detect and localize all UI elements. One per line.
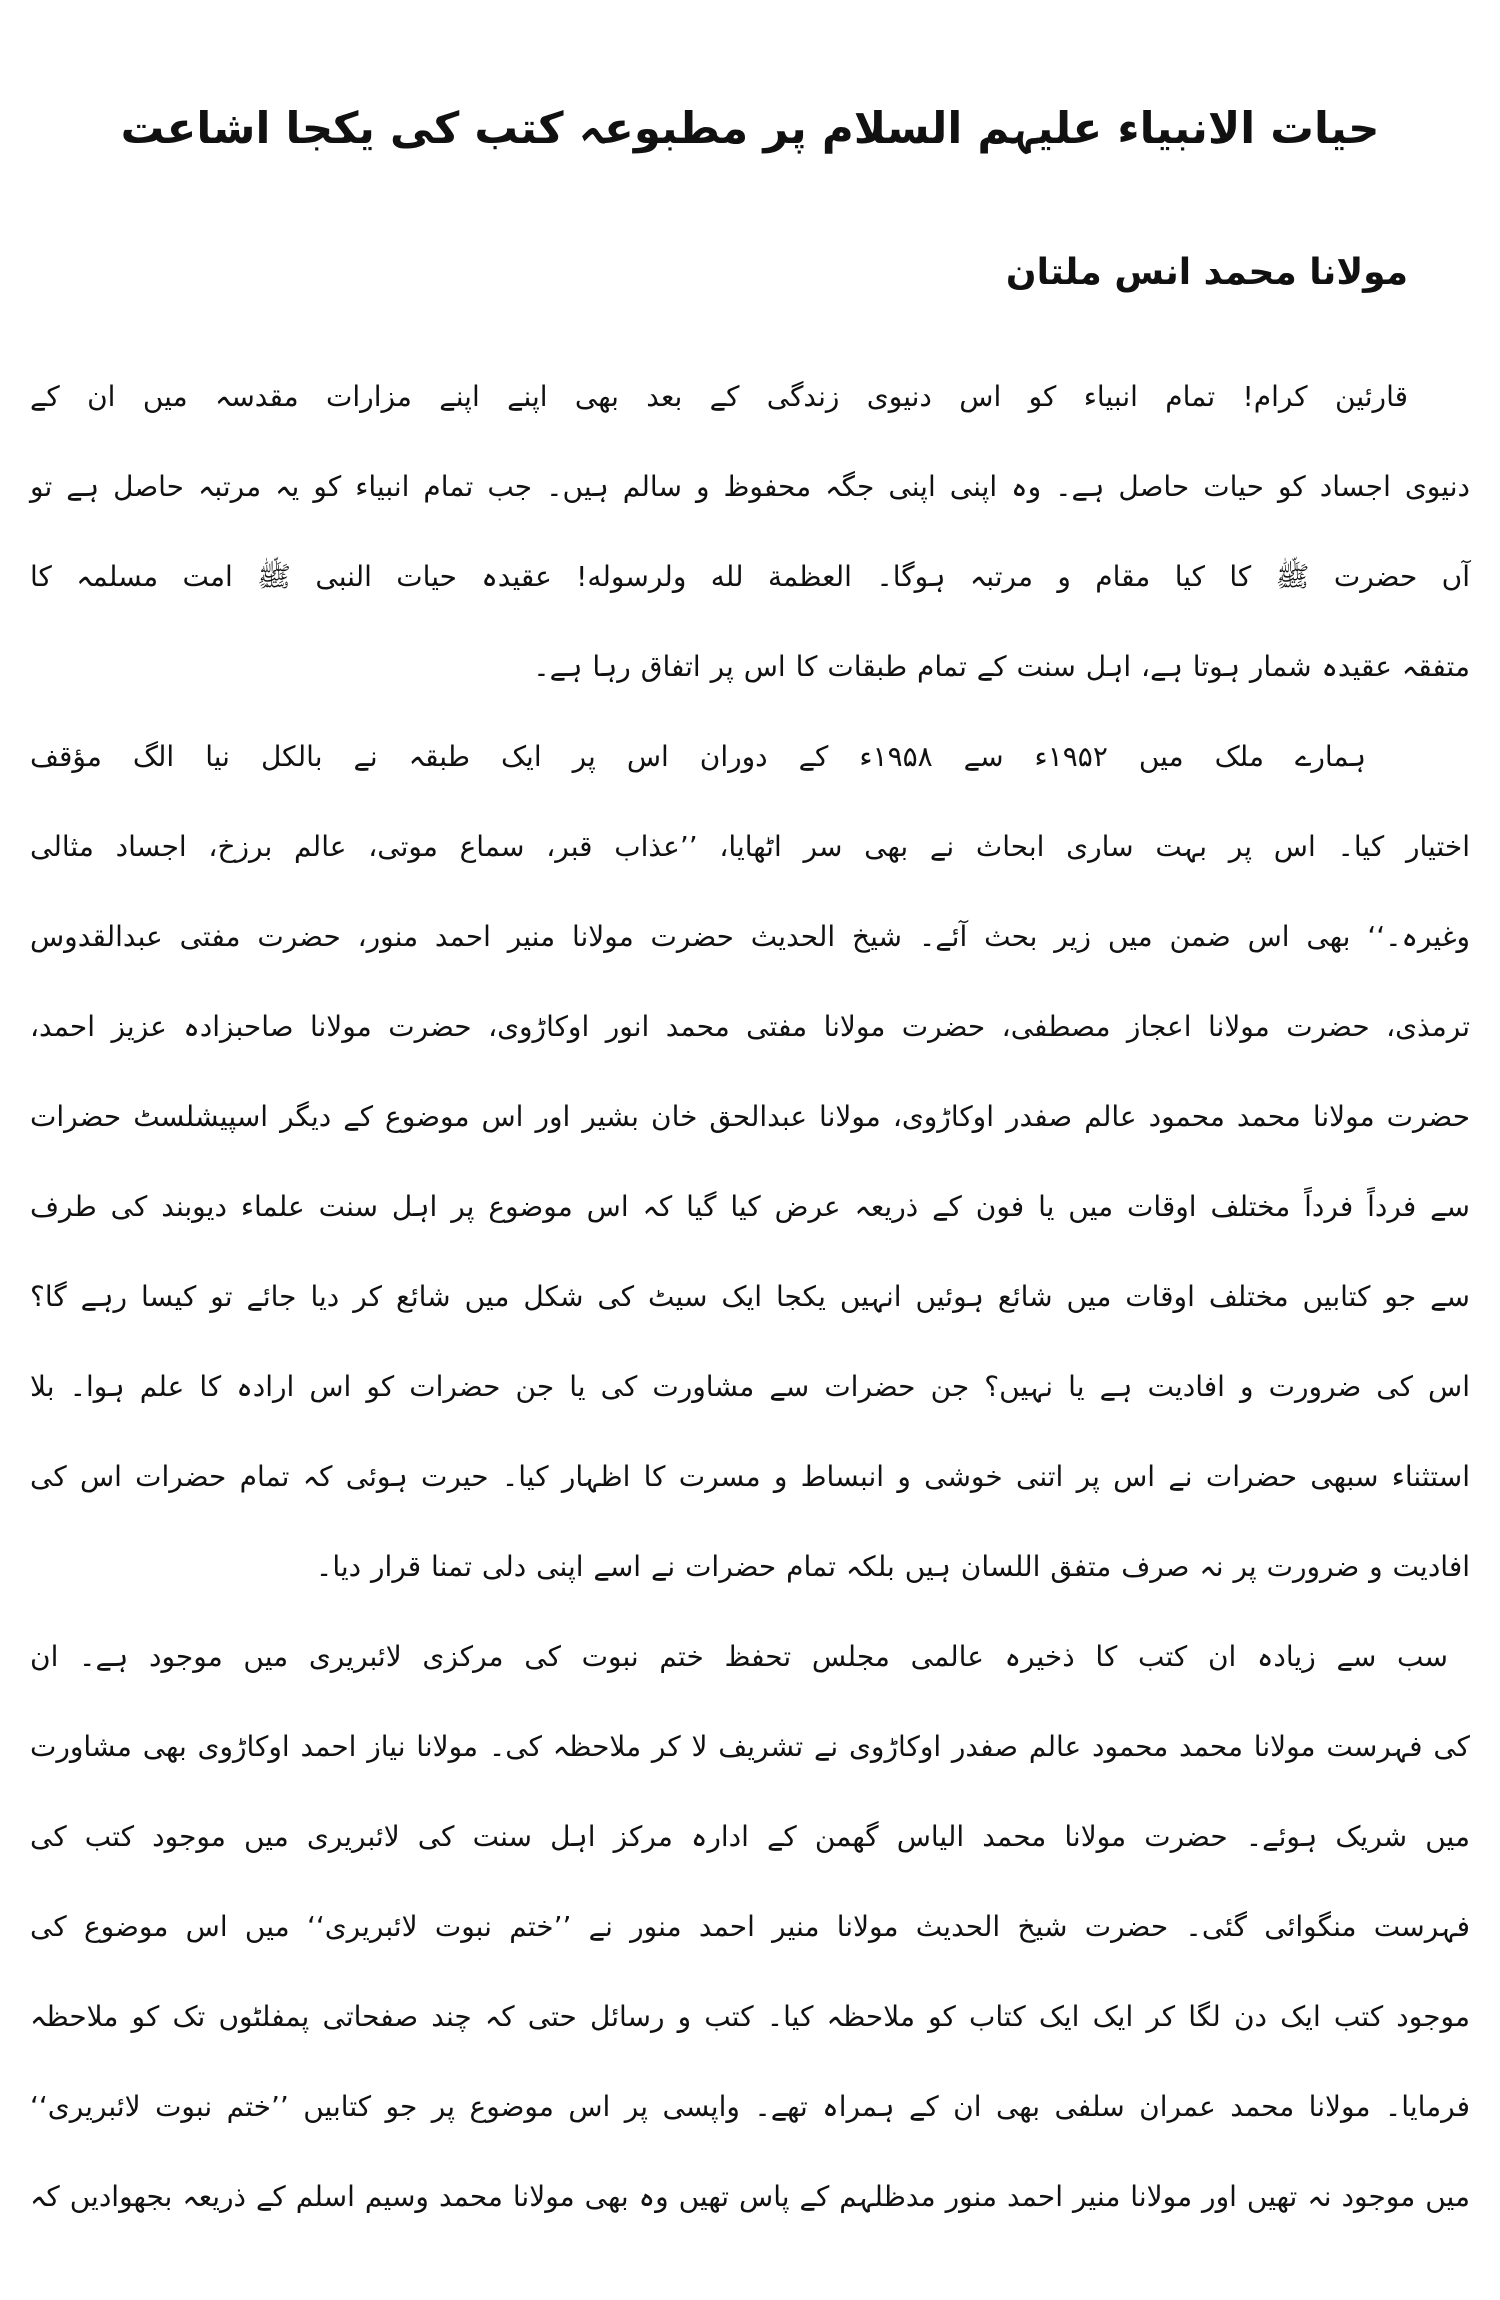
- text-line: کی فہرست مولانا محمد محمود عالم صفدر اوکاڑوی نے تشریف لا کر ملاحظہ کی۔ مولانا نیاز احمد اوکاڑوی بھی مشاورت: [30, 1730, 1470, 1763]
- text-line: سے فرداً فرداً مختلف اوقات میں یا فون کے ذریعہ عرض کیا گیا کہ اس موضوع پر اہل سنت علماء دیوبند کی طرف: [30, 1190, 1470, 1223]
- text-line: اس کی ضرورت و افادیت ہے یا نہیں؟ جن حضرات سے مشاورت کی یا جن حضرات کو اس ارادہ کا علم ہوا۔ بلا: [30, 1370, 1470, 1403]
- text-line: میں شریک ہوئے۔ حضرت مولانا محمد الیاس گھمن کے ادارہ مرکز اہل سنت کی لائبریری میں موجود کتب کی: [30, 1820, 1470, 1853]
- text-line: افادیت و ضرورت پر نہ صرف متفق اللسان ہیں بلکہ تمام حضرات نے اسے اپنی دلی تمنا قرار دیا۔: [315, 1550, 1470, 1583]
- text-line: میں موجود نہ تھیں اور مولانا منیر احمد منور مدظلہم کے پاس تھیں وہ بھی مولانا محمد وسیم اسلم کے ذریعہ بجھوادیں کہ: [30, 2180, 1470, 2213]
- text-line: سب سے زیادہ ان کتب کا ذخیرہ عالمی مجلس تحفظ ختم نبوت کی مرکزی لائبریری میں موجود ہے۔ ان: [30, 1640, 1448, 1673]
- text-line: قارئین کرام! تمام انبیاء کو اس دنیوی زندگی کے بعد بھی اپنے اپنے مزارات مقدسہ میں ان کے: [30, 380, 1408, 413]
- text-line: سے جو کتابیں مختلف اوقات میں شائع ہوئیں انہیں یکجا ایک سیٹ کی شکل میں شائع کر دیا جائے تو کیسا رہے گا؟: [30, 1280, 1470, 1313]
- text-line: حضرت مولانا محمد محمود عالم صفدر اوکاڑوی، مولانا عبدالحق خان بشیر اور اس موضوع کے دیگر اسپیشلسٹ حضرات: [30, 1100, 1470, 1133]
- text-line: متفقہ عقیدہ شمار ہوتا ہے، اہل سنت کے تمام طبقات کا اس پر اتفاق رہا ہے۔: [533, 650, 1470, 683]
- text-line: آں حضرت ﷺ کا کیا مقام و مرتبہ ہوگا۔ العظمة لله ولرسوله! عقیدہ حیات النبی ﷺ امت مسلمہ کا: [30, 560, 1470, 593]
- paragraph: [30, 712, 1470, 1612]
- article-title: حیات الانبیاء علیہم السلام پر مطبوعہ کتب کی یکجا اشاعت: [120, 104, 1380, 154]
- text-line: اختیار کیا۔ اس پر بہت ساری ابحاث نے بھی سر اٹھایا، ’’عذاب قبر، سماع موتی، عالم برزخ، اجساد مثالی: [30, 830, 1470, 863]
- text-line: فہرست منگوائی گئی۔ حضرت شیخ الحدیث مولانا منیر احمد منور نے ’’ختم نبوت لائبریری‘‘ میں اس موضوع کی: [30, 1910, 1470, 1943]
- text-line: فرمایا۔ مولانا محمد عمران سلفی بھی ان کے ہمراہ تھے۔ واپسی پر اس موضوع پر جو کتابیں ’’ختم نبوت لائبریری‘‘: [30, 2090, 1470, 2123]
- paragraph: [30, 352, 1470, 712]
- text-line: ترمذی، حضرت مولانا اعجاز مصطفی، حضرت مولانا مفتی محمد انور اوکاڑوی، حضرت مولانا صاحبزادہ عزیز احمد،: [30, 1010, 1470, 1043]
- text-line: استثناء سبھی حضرات نے اس پر اتنی خوشی و انبساط و مسرت کا اظہار کیا۔ حیرت ہوئی کہ تمام حضرات اس کی: [30, 1460, 1470, 1493]
- text-line: دنیوی اجساد کو حیات حاصل ہے۔ وہ اپنی اپنی جگہ محفوظ و سالم ہیں۔ جب تمام انبیاء کو یہ مرتبہ حاصل ہے تو: [30, 470, 1470, 503]
- text-line: ہمارے ملک میں ۱۹۵۲ء سے ۱۹۵۸ء کے دوران اس پر ایک طبقہ نے بالکل نیا الگ مؤقف: [30, 740, 1366, 773]
- article-body: [30, 352, 1470, 2242]
- text-line: موجود کتب ایک دن لگا کر ایک ایک کتاب کو ملاحظہ کیا۔ کتب و رسائل حتی کہ چند صفحاتی پمفلٹوں تک کو ملاحظہ: [30, 2000, 1470, 2033]
- paragraph: [30, 1612, 1470, 2242]
- author-byline: مولانا محمد انس ملتان: [1005, 252, 1408, 293]
- text-line: وغیرہ۔‘‘ بھی اس ضمن میں زیر بحث آئے۔ شیخ الحدیث حضرت مولانا منیر احمد منور، حضرت مفتی عبدالقدوس: [30, 920, 1470, 953]
